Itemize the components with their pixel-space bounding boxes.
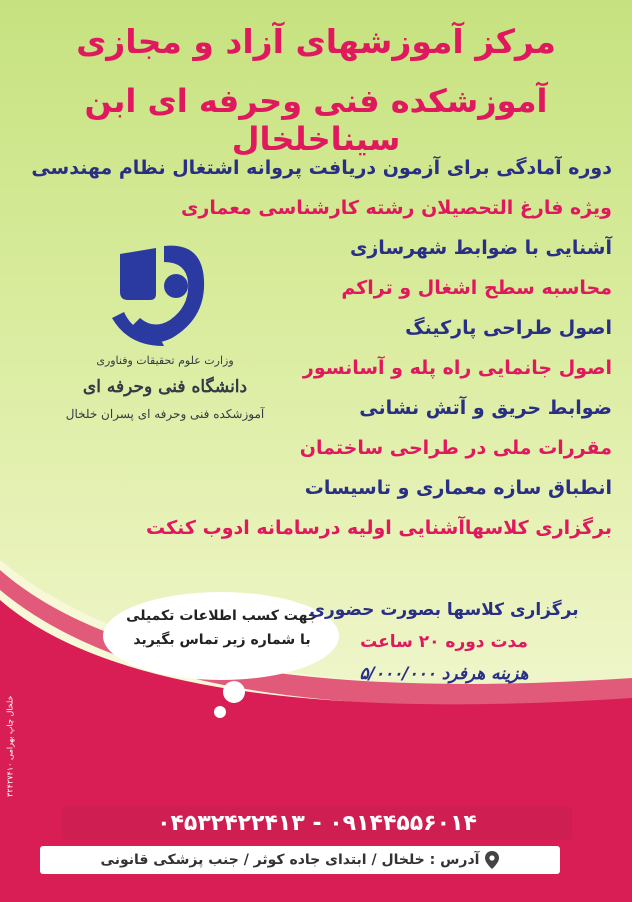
topic-item: محاسبه سطح اشغال و تراکم <box>341 277 612 299</box>
topic-item: اصول طراحی پارکینگ <box>405 317 612 339</box>
address-text: آدرس : خلخال / ابتدای جاده کوثر / جنب پزشکی قانونی <box>100 852 480 868</box>
college-name: آموزشکده فنی وحرفه ای پسران خلخال <box>65 407 265 421</box>
header-line-1: مرکز آموزشهای آزاد و مجازی <box>76 22 556 61</box>
printer-credit-text: خلخال چاپ بهرامی ۳۲۴۲۷۴۱۰ <box>5 695 15 797</box>
bubble-line: با شماره زیر تماس بگیرید <box>133 632 311 648</box>
address-bar <box>40 846 560 874</box>
header-line-2: آموزشکده فنی وحرفه ای ابن سیناخلخال <box>84 82 548 158</box>
topic-item: اصول جانمایی راه پله و آسانسور <box>302 357 612 379</box>
ministry-seal-text <box>40 350 290 426</box>
ministry-line: وزارت علوم تحقیقات وفناوری <box>96 354 234 367</box>
course-duration: مدت دوره ۲۰ ساعت <box>360 632 528 652</box>
class-mode: برگزاری کلاسها بصورت حضوری <box>309 600 579 620</box>
location-pin-icon <box>485 851 499 869</box>
topic-item: انطباق سازه معماری و تاسیسات <box>304 477 612 499</box>
course-fee: هزینه هرفرد ۵/۰۰۰/۰۰۰ <box>359 664 529 684</box>
topic-item: برگزاری کلاسهاآشنایی اولیه درسامانه ادوب کنکت <box>146 517 612 539</box>
topic-item: آشنایی با ضوابط شهرسازی <box>349 237 612 259</box>
topic-item: مقررات ملی در طراحی ساختمان <box>299 437 612 459</box>
printer-credit <box>3 690 17 840</box>
topic-item: دوره آمادگی برای آزمون دریافت پروانه اشتغال نظام مهندسی <box>31 157 612 179</box>
course-info <box>304 594 584 690</box>
bubble-text <box>112 604 332 652</box>
topic-item: ویژه فارغ التحصیلان رشته کارشناسی معماری <box>181 197 612 219</box>
topic-item: ضوابط حریق و آتش نشانی <box>359 397 612 419</box>
university-logo-icon <box>98 234 218 354</box>
phone-numbers: ۰۹۱۴۴۵۵۶۰۱۴ - ۰۴۵۳۲۴۲۲۴۱۳ <box>62 806 572 840</box>
bubble-line: جهت کسب اطلاعات تکمیلی <box>126 608 318 624</box>
university-name: دانشگاه فنی وحرفه ای <box>82 377 248 397</box>
